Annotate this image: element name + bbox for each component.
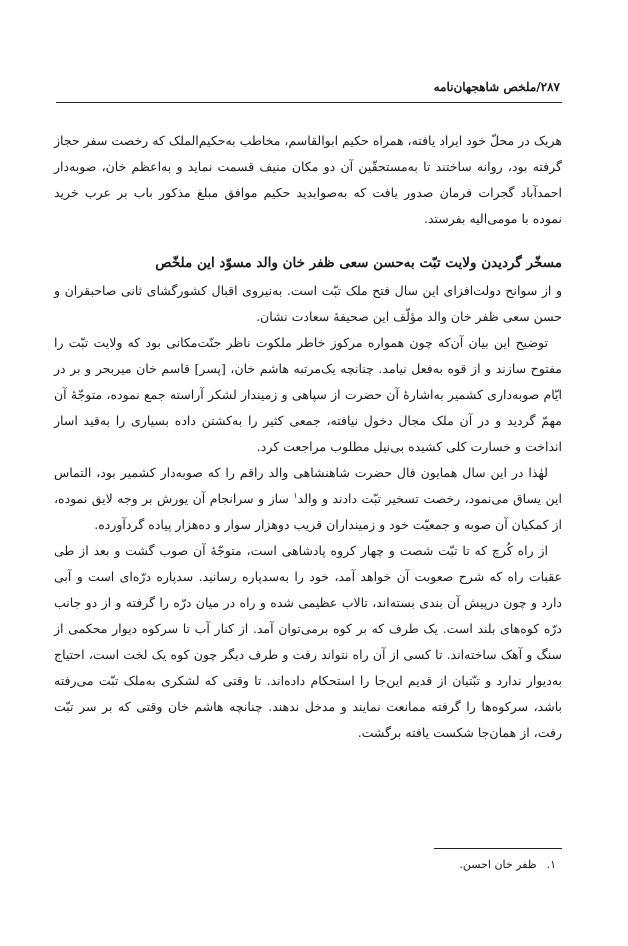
intro-paragraph: هریک در محلّ خود ایراد یافته، همراه حکیم ابوالقاسم، مخاطب به‌حکیم‌الملک که رخصت سفر حجاز گرفته بود، روانه ساختند تا به‌مستحقّین آن دو مکان منیف قسمت نماید و به‌اعظم خان، صوبه‌دار احمدآباد گجرات فرمان صدور یافت که به‌صوابدید حکیم موافق مبلغ مذکور باب بر عرب خرید نموده با مومی‌الیه بفرستد. bbox=[54, 133, 562, 226]
running-header: ۲۸۷/ملخص شاهجهان‌نامه bbox=[433, 80, 560, 94]
paragraph-1: و از سوانح دولت‌افزای این سال فتح ملک تبّت است. به‌نیروی اقبال کشورگشای ثانی صاحبقران و حسن سعی ظفر خان والد مؤلّف این صحیفهٔ سعادت نشان. bbox=[54, 283, 562, 324]
footnote-reference[interactable]: ۱ bbox=[293, 490, 298, 500]
paragraph-3 bbox=[54, 460, 562, 538]
footnote-text: ظفر خان احسن. bbox=[459, 858, 537, 871]
paragraph-3-start: لهٰذا در این سال همایون فال حضرت شاهنشاهی والد راقم را که صوبه‌دار کشمیر بود، التماس این یساق می‌نمود، رخصت تسخیر تبّت دادند و والد bbox=[54, 465, 563, 506]
header-rule bbox=[56, 102, 562, 103]
paragraph-3-end: ساز و سرانجام آن یورش بر وجه لایق نموده، از کمکیان آن صوبه و جمعیّت خود و زمینداران قریب دوهزار سوار و ده‌هزار پیاده گردآورده. bbox=[54, 491, 562, 532]
footnote-number: ۱. bbox=[546, 858, 556, 871]
main-text bbox=[54, 128, 562, 746]
section-heading: مسخّر گردیدن ولایت تبّت به‌حسن سعی ظفر خان والد مسوّد این ملخّص bbox=[155, 255, 562, 271]
paragraph-2: توضیح این بیان آن‌که چون همواره مرکوز خاطر ملکوت ناظر جنّت‌مکانی بود که ولایت تبّت را مفتوح سازند و از قوه به‌فعل نیامد. چنانچه یک‌مرتبه هاشم خان، [پسر] قاسم خان میربحر و بر در ایّام صوبه‌داری کشمیر به‌اشارهٔ آن حضرت از سپاهی و زمیندار لشکر آراسته جمع نموده، متوجّهٔ آن مهمّ گردید و در آن ملک مجال دخول نیافته، جمعی کثیر را به‌کشتن داده بسیاری را به‌قید اسار انداخت و خسارت کلی کشیده بی‌نیل مطلوب مراجعت کرد. bbox=[54, 335, 562, 454]
footnote-rule bbox=[434, 848, 562, 849]
paragraph-4: از راه کُرچ که تا تبّت شصت و چهار کروه پادشاهی است، متوجّهٔ آن صوب گشت و بعد از طی عقبات راه که شرح صعوبت آن خواهد آمد، خود را به‌سدپاره رسانید. سدپاره درّه‌ای است و آبی دارد و چون درپیش آن بندی بسته‌اند، تالاب عظیمی شده و راه در میان درّه را گرفته و از دو جانب درّه کوه‌های بلند است. یک طرف که بر کوه برمی‌توان آمد. از کنار آب تا سرکوه دیوار محکمی از سنگ و آهک ساخته‌اند. تا کسی از آن راه نتواند رفت و طرف دیگر چون کوه یک لخت است، احتیاج به‌دیوار ندارد و تبّتیان از قدیم این‌جا را استحکام داده‌اند. تا وقتی که لشکری به‌ملک تبّت می‌رفته باشد، سرکوه‌ها را گرفته ممانعت نمایند و مدخل ندهند. چنانچه هاشم خان وقتی که بر سر تبّت رفت، از همان‌جا شکست یافته برگشت. bbox=[54, 543, 562, 740]
footnote bbox=[459, 856, 556, 874]
